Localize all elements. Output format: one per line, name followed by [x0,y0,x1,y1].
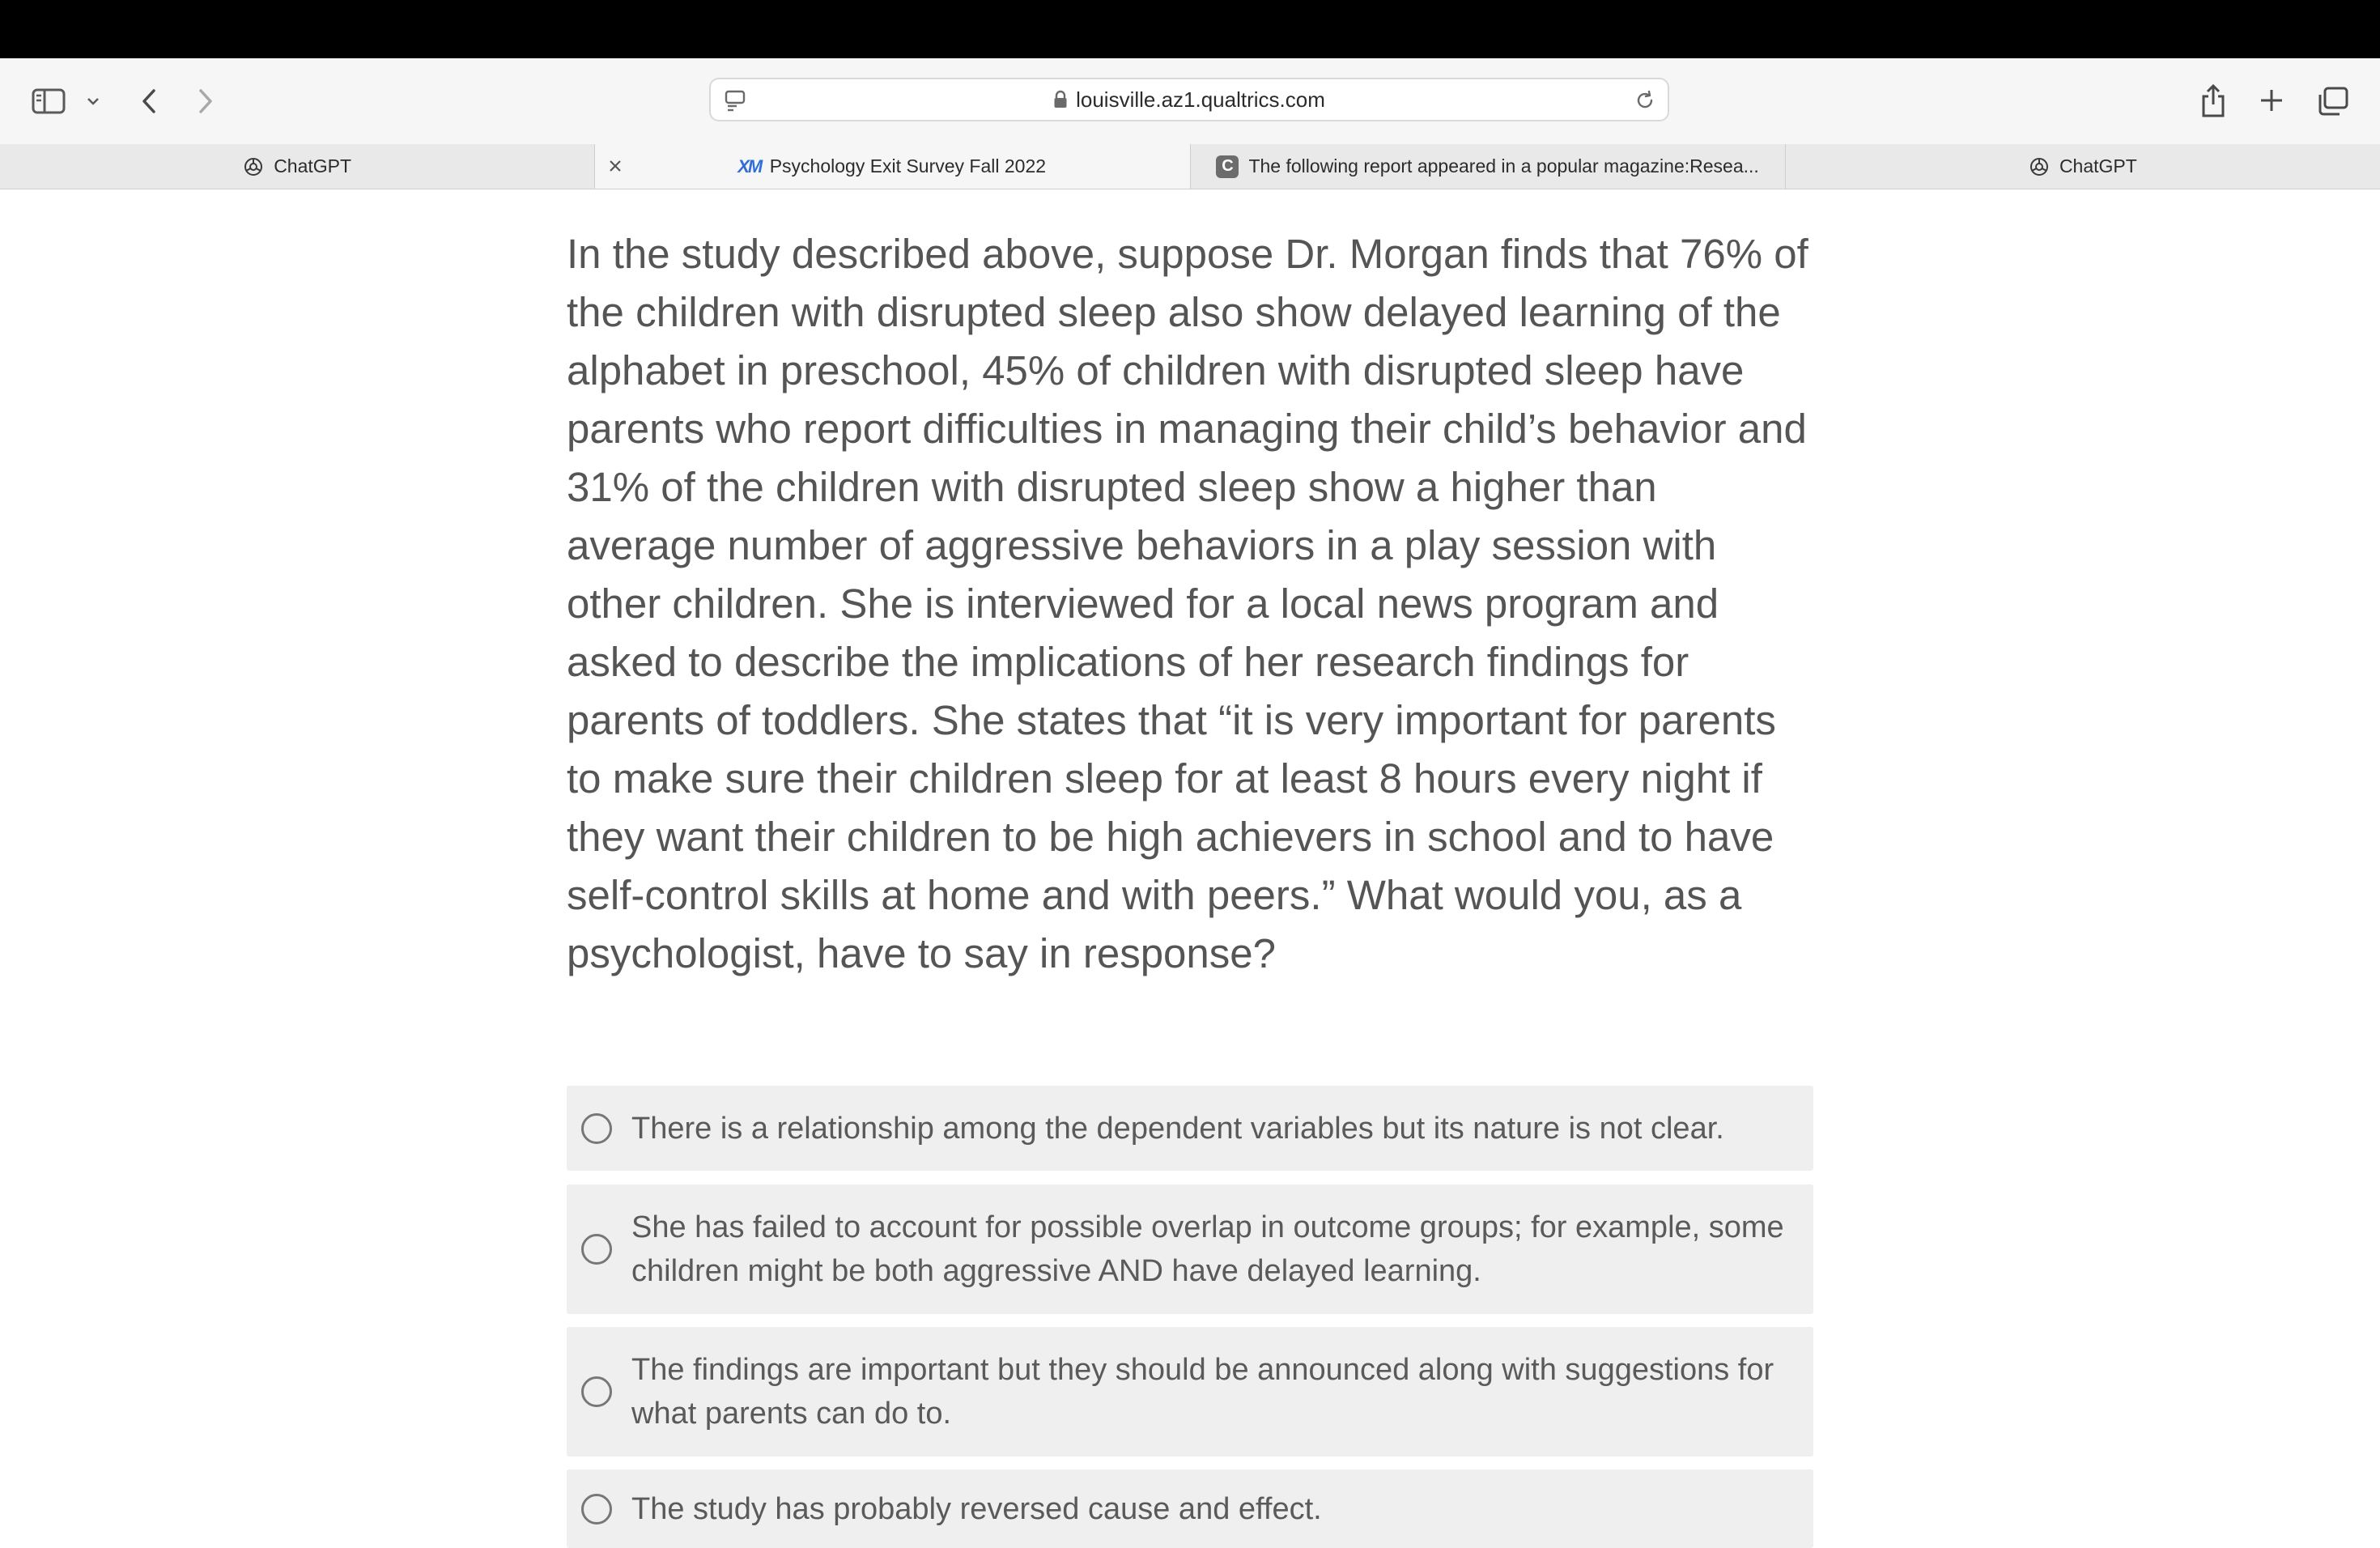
tab-title: Psychology Exit Survey Fall 2022 [769,155,1047,176]
radio-button[interactable] [581,1494,612,1525]
tab-overview-icon [2318,87,2348,116]
chatgpt-icon [243,156,264,177]
question-text: In the study described above, suppose Dr. Morgan finds that 76% of the children with disrupted sleep also show delayed learning of the alphabet in preschool, 45% of children with disrupted sleep have parents who report difficulties in managing their child’s behavior and 31% of the children with disrupted sleep show a higher than average number of aggressive behaviors in a play session with other children. She is interviewed for a local news program and asked to describe the implications of her research findings for parents of toddlers. She states that “it is very important for parents to make sure their children sleep for at least 8 hours every night if they want their children to be high achievers in school and to have self-control skills at home and with peers.” What would you, as a psychologist, have to say in response? [567,231,1808,976]
chevron-right-icon [198,88,214,114]
plus-icon [2259,88,2284,113]
answer-choice-4[interactable] [567,1469,1813,1548]
tab-magazine-report[interactable] [1191,144,1786,189]
url-display [711,79,1668,120]
tab-title: The following report appeared in a popular magazine:Resea... [1248,155,1759,176]
chevron-down-icon [87,97,100,105]
forward-button[interactable] [191,84,220,118]
reload-button[interactable] [1634,89,1656,116]
choice-label: There is a relationship among the dependent variables but its nature is not clear. [631,1111,1724,1146]
radio-button[interactable] [581,1113,612,1144]
address-bar[interactable] [709,78,1669,121]
back-button[interactable] [134,84,164,118]
answer-choice-1[interactable] [567,1086,1813,1171]
tab-chatgpt-2[interactable] [1786,144,2380,189]
sidebar-menu-button[interactable] [84,92,102,110]
url-text: louisville.az1.qualtrics.com [1076,87,1325,112]
radio-button[interactable] [581,1234,612,1265]
system-menu-bar [0,0,2380,58]
c-icon: C [1216,155,1239,178]
sidebar-icon [32,88,66,114]
radio-button[interactable] [581,1376,612,1407]
tab-title: ChatGPT [274,155,352,176]
reload-icon [1634,89,1656,112]
choice-label: She has failed to account for possible overlap in outcome groups; for example, some children might be both aggressive AND have delayed learning. [631,1210,1784,1288]
tab-overview-button[interactable] [2315,84,2351,118]
survey-question-block [567,225,1813,1526]
tab-psychology-survey[interactable] [595,144,1190,189]
new-tab-button[interactable] [2255,84,2288,117]
chatgpt-icon [2029,156,2050,177]
choice-label: The findings are important but they should be announced along with suggestions for what parents can do to. [631,1353,1774,1431]
close-tab-button[interactable] [605,155,626,176]
share-button[interactable] [2197,81,2229,120]
sidebar-toggle-button[interactable] [29,85,68,117]
answer-choice-2[interactable] [567,1184,1813,1314]
choice-label: The study has probably reversed cause and effect. [631,1491,1322,1526]
tab-chatgpt-1[interactable] [0,144,595,189]
lock-icon [1053,90,1068,109]
share-icon [2200,83,2226,117]
tab-title: ChatGPT [2059,155,2137,176]
close-icon [609,159,622,172]
answer-choice-3[interactable] [567,1327,1813,1457]
browser-toolbar [0,58,2380,145]
xm-icon: XM [737,155,762,176]
chevron-left-icon [141,88,157,114]
tab-strip [0,144,2380,189]
